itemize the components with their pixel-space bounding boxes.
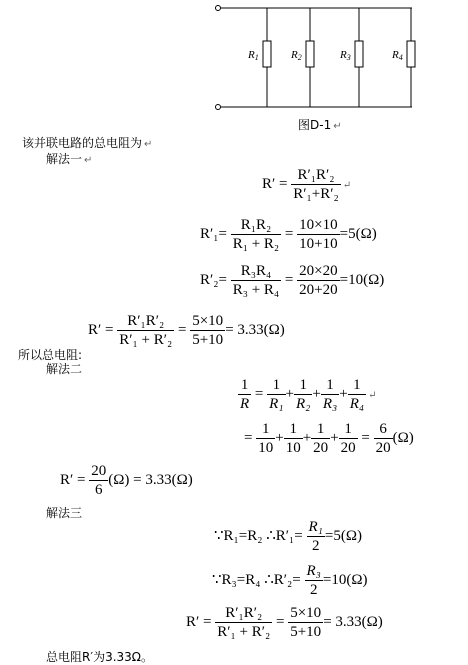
terminal-bottom [216, 105, 221, 110]
denominator: 20 [375, 440, 391, 456]
eq-r2-lhs: R′₂= [200, 271, 227, 288]
eq-total-lhs: R′ = [88, 321, 114, 338]
denominator: 10+10 [299, 236, 338, 252]
denominator: R [240, 396, 250, 412]
fraction-r3-over-2 [305, 562, 323, 599]
eq-fraction-symbolic [215, 604, 272, 641]
conclusion-text: 总电阻R′为3.33Ω。 [46, 650, 153, 664]
figure-caption [298, 116, 342, 133]
numerator: R₁R₂ [231, 216, 281, 235]
eq-total-fraction-symbolic [117, 312, 174, 349]
eq-r1-fraction-numeric [297, 216, 339, 253]
summary-label: 所以总电阻: [18, 348, 83, 362]
denominator: 20 [313, 440, 329, 456]
numerator: R′₁R′₂ [215, 604, 272, 623]
eq-total-1: R′ = $\frac{\text{R′₁R′₂}}{\text{R′₁ + R′₂}}$ = $\frac{5\times 10}{5+10}$ = 3.33(Ω) [88, 313, 285, 348]
fraction-one-over-r3 [321, 376, 339, 413]
label-r2: R2 [291, 49, 302, 62]
denominator: 5+10 [192, 332, 224, 348]
denominator: 2 [309, 582, 318, 598]
method1-heading-label: 解法一 [46, 152, 83, 166]
eq-fraction-numeric [288, 604, 323, 641]
numerator: 1 [311, 420, 330, 439]
intro-text [22, 134, 152, 151]
eq-r2-fraction-numeric [297, 262, 339, 299]
resistor-r4 [407, 41, 415, 67]
return-mark: ↵ [144, 139, 153, 150]
numerator: 1 [294, 376, 312, 395]
numerator: 5×10 [192, 313, 224, 329]
eq-premise: ∵R₃=R₄ ∴R′₂= [212, 571, 301, 588]
eq-lhs: R′ = [60, 471, 86, 488]
eq-lhs: R′ = [186, 613, 212, 630]
denominator: R₃ + R₄ [232, 282, 280, 298]
resistor-r3 [355, 41, 363, 67]
fraction-1-10-a [256, 420, 275, 457]
eq-total-result: = 3.33(Ω) [225, 321, 285, 338]
eq-method2-line3 [60, 462, 193, 499]
label-r4: R4 [392, 49, 403, 62]
numerator: 10×10 [299, 217, 338, 233]
denominator: 5+10 [290, 624, 322, 640]
eq-r1-prime: R′₁= $\frac{\text{R₁R₂}}{\text{R₁ + R₂}}$ = $\frac{10\times 10}{10+10}$ =5(Ω) [200, 217, 377, 252]
return-mark: ↵ [368, 389, 377, 401]
fraction-1-10-b [284, 420, 303, 457]
denominator: 20 [340, 440, 356, 456]
denominator: R′₁ + R′₂ [119, 332, 173, 348]
eq-method3-line3: R′ = $\frac{\text{R′₁R′₂}}{\text{R′₁ + R′₂}}$ = $\frac{5\times 10}{5+10}$ = 3.33(Ω) [186, 605, 383, 640]
eq-method3-line2 [212, 562, 368, 599]
resistor-r2 [306, 41, 314, 67]
label-r3: R3 [340, 49, 351, 62]
numerator: 1 [267, 376, 285, 395]
eq-method2-line1: $\frac{1}{R}$ = $\frac{1}{\text{R₁}}$ + $\frac{1}{\text{R₂}}$ + $\frac{1}{\text{R₃}}$ + $\frac{1}{\text{R₄}}$ ↵ [240, 377, 377, 412]
numerator: 6 [374, 420, 393, 439]
numerator: 1 [256, 420, 275, 439]
fraction-one-over-r [238, 376, 251, 413]
fraction-1-20-a [311, 420, 330, 457]
eq-r2-fraction-symbolic [231, 262, 281, 299]
fraction-r1-over-2 [307, 518, 325, 555]
fraction-one-over-r2 [294, 376, 312, 413]
eq-result: = 3.33(Ω) [323, 613, 383, 630]
method2-heading: 解法二 [46, 362, 83, 376]
fraction-6-20 [374, 420, 393, 457]
eq-general [262, 166, 351, 203]
figure-caption-text: 图D-1 [298, 118, 332, 132]
numerator: 1 [284, 420, 303, 439]
eq-r1-fraction-symbolic [231, 216, 281, 253]
eq-r2-result: =10(Ω) [339, 271, 385, 288]
denominator: 10 [258, 440, 274, 456]
unit-ohm: (Ω) [392, 429, 414, 446]
return-mark: ↵ [342, 179, 352, 191]
numerator: 1 [238, 376, 251, 395]
eq-general-fraction [291, 166, 341, 203]
numerator: 20 [91, 463, 107, 479]
label-r1: R1 [248, 49, 259, 62]
denominator: 6 [95, 482, 103, 498]
eq-premise: ∵R₁=R₂ ∴R′₁= [214, 527, 303, 544]
numerator: R₁ [308, 519, 323, 535]
numerator: R₃ [306, 563, 321, 579]
numerator: 20×20 [299, 263, 338, 279]
eq-method2-line2: = $\frac{1}{10}$ + $\frac{1}{10}$ + $\frac{1}{20}$ + $\frac{1}{20}$ = $\frac{6}{20}$ (Ω) [244, 421, 414, 456]
denominator: R′₁+R′₂ [293, 186, 339, 202]
return-mark: ↵ [333, 121, 342, 132]
terminal-top [216, 6, 221, 11]
denominator: 20+20 [299, 282, 338, 298]
method1-heading [46, 150, 92, 167]
numerator: 1 [339, 420, 358, 439]
eq-result: =5(Ω) [324, 527, 362, 544]
denominator: R′₁ + R′₂ [217, 624, 271, 640]
eq-r1-lhs: R′₁= [200, 225, 227, 242]
eq-general-lhs: R′ = [262, 175, 288, 192]
eq-total-fraction-numeric [190, 312, 225, 349]
fraction-one-over-r1 [267, 376, 285, 413]
fraction-1-20-b [339, 420, 358, 457]
denominator: R₁ [269, 396, 284, 412]
numerator: 5×10 [290, 605, 322, 621]
intro-label: 该并联电路的总电阻为 [22, 136, 143, 150]
denominator: R₂ [296, 396, 311, 412]
denominator: 10 [285, 440, 301, 456]
return-mark: ↵ [84, 155, 93, 166]
denominator: R₄ [349, 396, 365, 412]
eq-r2-prime: R′₂= $\frac{\text{R₃R₄}}{\text{R₃ + R₄}}$ = $\frac{20\times 20}{20+20}$ =10(Ω) [200, 263, 385, 298]
eq-method3-line1 [214, 518, 362, 555]
denominator: R₃ [322, 396, 338, 412]
numerator: R′₁R′₂ [291, 166, 341, 185]
numerator: 1 [321, 376, 339, 395]
numerator: R′₁R′₂ [117, 312, 174, 331]
eq-r1-result: =5(Ω) [339, 225, 377, 242]
method3-heading: 解法三 [46, 506, 83, 520]
resistor-r1 [263, 41, 271, 67]
denominator: R₁ + R₂ [232, 236, 280, 252]
eq-result: (Ω) = 3.33(Ω) [108, 471, 193, 488]
fraction-20-6 [89, 462, 108, 499]
parallel-circuit-diagram [212, 0, 452, 122]
eq-result: =10(Ω) [322, 571, 368, 588]
numerator: R₃R₄ [231, 262, 281, 281]
denominator: 2 [311, 538, 320, 554]
fraction-one-over-r4 [348, 376, 366, 413]
numerator: 1 [348, 376, 366, 395]
